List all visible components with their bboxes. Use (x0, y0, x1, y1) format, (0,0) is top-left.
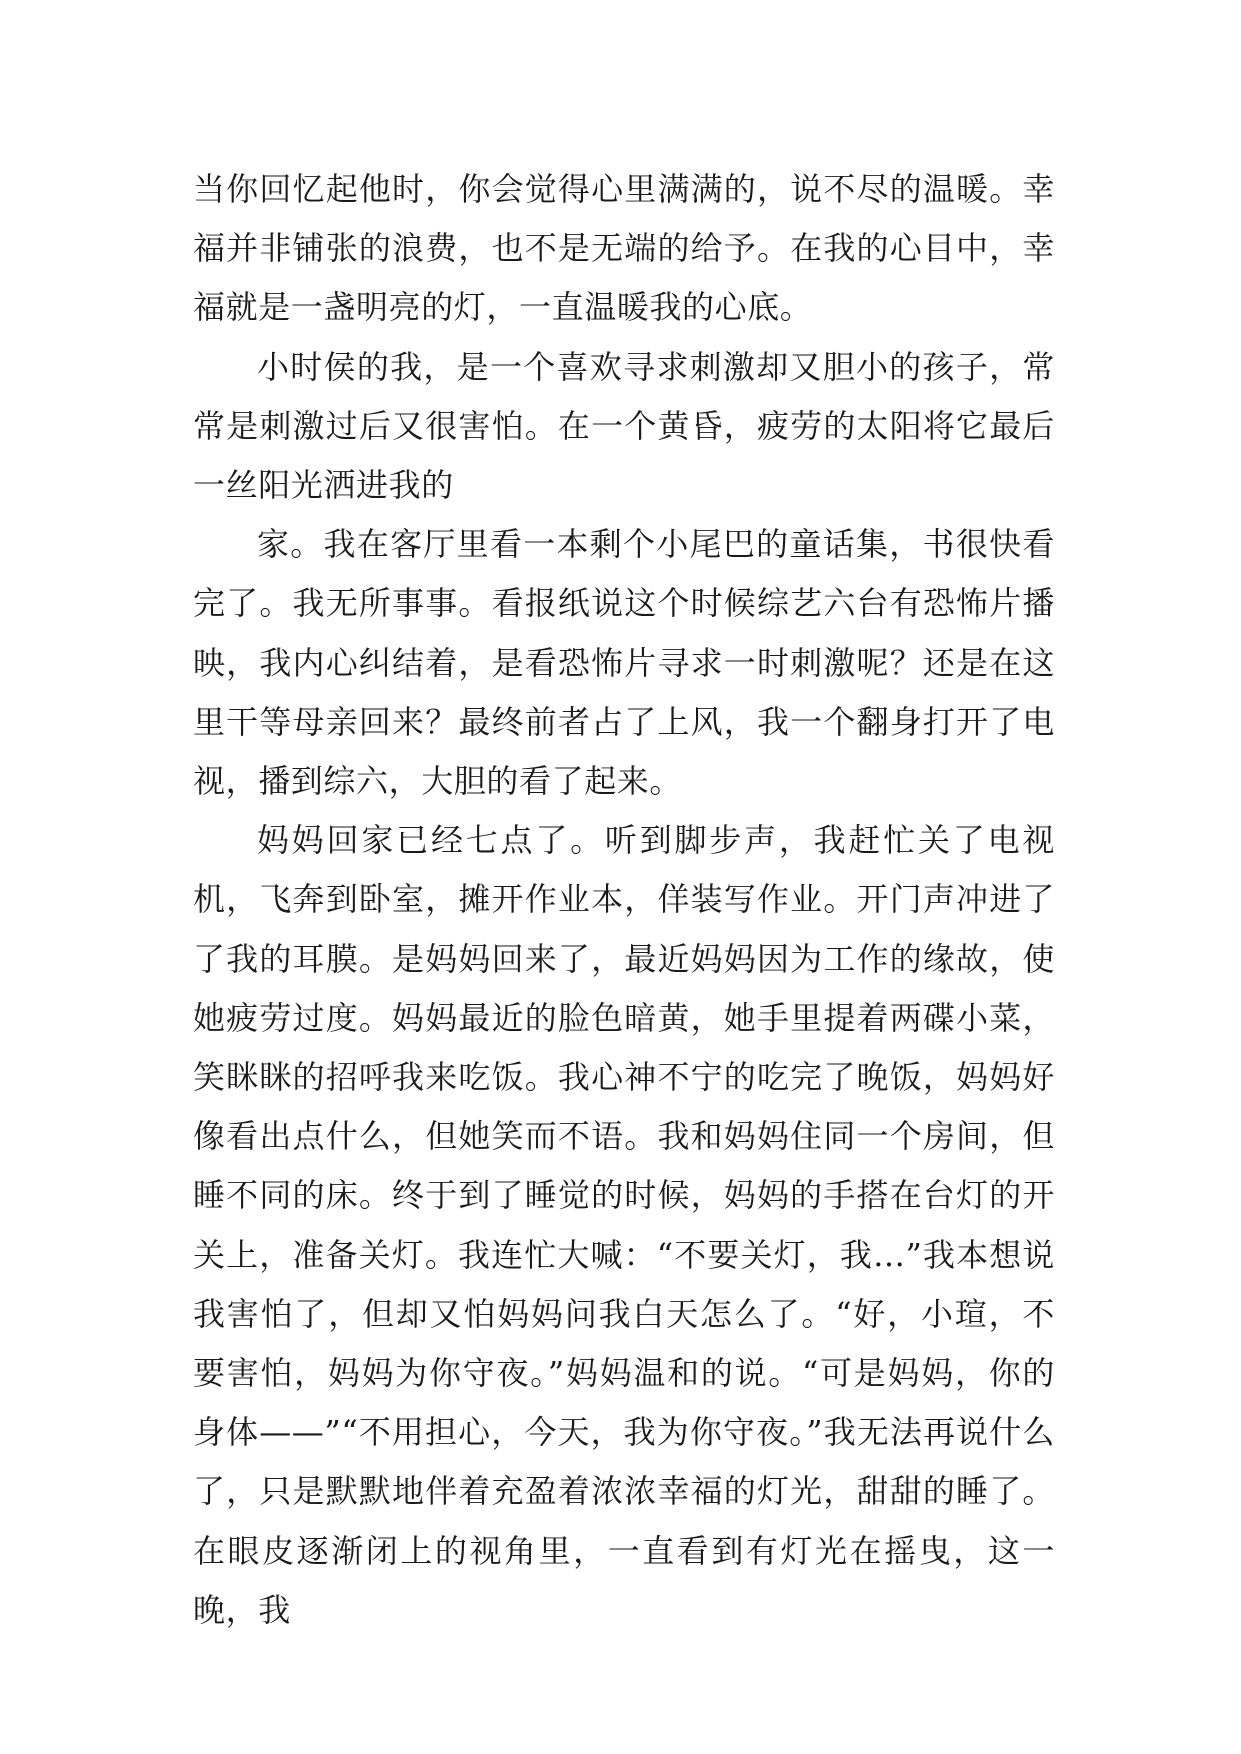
document-body (193, 160, 1055, 1640)
paragraph-3: 家。我在客厅里看一本剩个小尾巴的童话集，书很快看完了。我无所事事。看报纸说这个时候综艺六台有恐怖片播映，我内心纠结着，是看恐怖片寻求一时刺激呢？还是在这里干等母亲回来？最终前者占了上风，我一个翻身打开了电视，播到综六，大胆的看了起来。 (193, 525, 1055, 801)
paragraph-2: 小时侯的我，是一个喜欢寻求刺激却又胆小的孩子，常常是刺激过后又很害怕。在一个黄昏，疲劳的太阳将它最后一丝阳光洒进我的 (193, 347, 1055, 505)
paragraph-1: 当你回忆起他时，你会觉得心里满满的，说不尽的温暖。幸福并非铺张的浪费，也不是无端的给予。在我的心目中，幸福就是一盏明亮的灯，一直温暖我的心底。 (193, 170, 1055, 327)
paragraph-4: 妈妈回家已经七点了。听到脚步声，我赶忙关了电视机，飞奔到卧室，摊开作业本，佯装写作业。开门声冲进了了我的耳膜。是妈妈回来了，最近妈妈因为工作的缘故，使她疲劳过度。妈妈最近的脸色暗黄，她手里提着两碟小菜，笑眯眯的招呼我来吃饭。我心神不宁的吃完了晚饭，妈妈好像看出点什么，但她笑而不语。我和妈妈住同一个房间，但睡不同的床。终于到了睡觉的时候，妈妈的手搭在台灯的开关上，准备关灯。我连忙大喊：“不要关灯，我…”我本想说我害怕了，但却又怕妈妈问我白天怎么了。“好，小瑄，不要害怕，妈妈为你守夜。”妈妈温和的说。“可是妈妈，你的身体——”“不用担心，今天，我为你守夜。”我无法再说什么了，只是默默地伴着充盈着浓浓幸福的灯光，甜甜的睡了。在眼皮逐渐闭上的视角里，一直看到有灯光在摇曳，这一晚，我 (193, 821, 1055, 1629)
